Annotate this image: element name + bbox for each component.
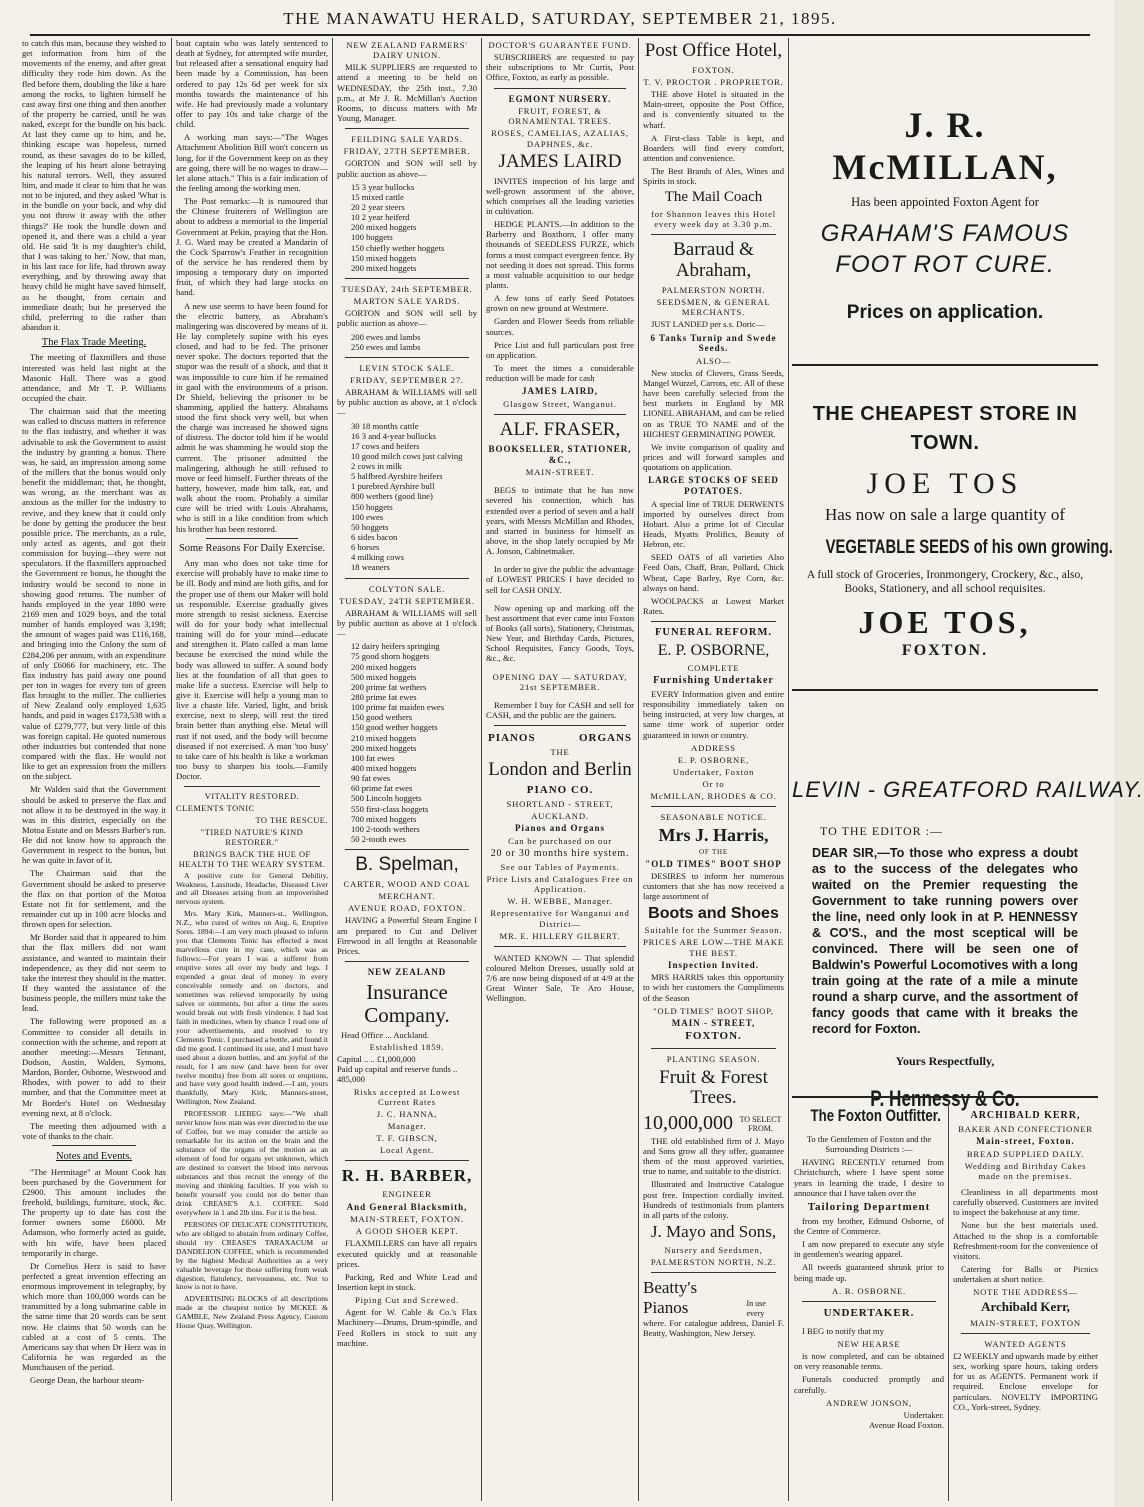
list-item: 200 mixed hoggets — [351, 262, 417, 273]
list-item: 200 ewes and lambs — [351, 331, 421, 342]
list-item: 90 fat ewes — [351, 773, 391, 784]
pianos-label: PIANOS — [488, 732, 536, 745]
harris-text: MRS HARRIS takes this opportunity to wish her customers the Compliments of the Season — [643, 972, 784, 1003]
divider — [494, 88, 626, 89]
divider — [345, 357, 469, 358]
jonson-address: Avenue Road Foxton. — [868, 1419, 944, 1430]
news-para: A new use seems to have been found for the electric battery, as Abraham's malingering was discovered by means of it. He lay completely supine with his eyes closed, and had to be fed. The prisoner never spoke. The doctors reported that the stupor was the result of a shock, and that it was impossible to cure him if he remained in gaol with the environments of a prison. Dr Shield, believing the prisoner to be shamming, applied the battery. Abrahams stood the first shock very well, but when the charge was increased he showed signs of distress. The doctor told him if he would admit he was shamming he would stop the current. The prisoner admitted the malingering, although he still refused to move or feed himself. Further threats of the battery, however, made him talk, eat, and walk about the room. Probably a similar cure will be tried with Louis Abrahams, who is still in a like condition from which his brother has been restored. — [176, 300, 328, 534]
divider — [184, 786, 320, 787]
divider — [792, 364, 1098, 366]
osborne-name: E. P. OSBORNE, — [657, 642, 770, 660]
pianos-organs-row — [488, 732, 632, 745]
spelman-address: AVENUE ROAD, FOXTON. — [348, 903, 466, 914]
webbe: W. H. WEBBE, Manager. — [507, 896, 613, 907]
list-item: 250 ewes and lambs — [351, 341, 421, 352]
barber-agent: Agent for W. Cable & Co.'s Flax Machinery—Drums, Drum-spindle, and Feed Rollers in stock to suit any machine. — [337, 1307, 477, 1348]
barraud-oats: SEED OATS of all varieties Also Feed Oats, Chaff, Bran, Pollard, Chick Wheat, Cape Barley, Rye Corn, &c. always on hand. — [643, 552, 784, 593]
ten-million: 10,000,000 — [643, 1112, 733, 1135]
feilding-title: FEILDING SALE YARDS. — [351, 134, 463, 145]
divider — [651, 234, 776, 235]
divider — [206, 538, 298, 539]
list-item: 200 mixed hoggets — [351, 661, 417, 672]
osborne-address-name: E. P. OSBORNE, — [677, 754, 750, 765]
barraud-also: ALSO— — [695, 355, 732, 366]
fraser-begs: BEGS to intimate that he has now severed his connection, which has extended over a period of seven and a half years, with Messrs McMillan and Rhodes, and started in business for himself as above, in the shop lately occupied by Mr A. Jonson, Cabinetmaker. — [486, 485, 634, 557]
list-item: 150 mixed hoggets — [351, 252, 417, 263]
list-item: 2 cows in milk — [351, 461, 402, 472]
fraser-opening: Now opening up and marking off the best assortment that ever came into Foxton of Books (all sorts), Stationery, Christmas, New Year, and Birthday Cards, Pictures, School Requisites, Fancy Goods, Toys, &c., &c. — [486, 602, 634, 664]
list-item: 200 mixed hoggets — [351, 742, 417, 753]
hanna-role: Manager. — [387, 1120, 427, 1131]
harris-town: FOXTON. — [685, 1030, 742, 1043]
column-right-ads — [792, 38, 1113, 738]
divider — [494, 946, 626, 947]
joe-tos-stock: A full stock of Groceries, Ironmongery, Crockery, &c., also, Books, Stationery, and all school requisites. — [806, 568, 1084, 595]
gilbert: MR. E. HILLERY GILBERT. — [499, 930, 621, 941]
colyton-date: TUESDAY, 24TH SEPTEMBER. — [339, 595, 475, 606]
hotel-proprietor: T. V. PROCTOR . PROPRIETOR. — [643, 77, 784, 88]
the-label: THE — [550, 747, 570, 758]
shannon: for Shannon leaves this Hotel every week day at 3.30 p.m. — [651, 208, 776, 230]
osborne-text: EVERY Information given and entire responsibility immediately taken on being instructed, at very low charges, at same time work of superior order guaranteed in town or country. — [643, 689, 784, 740]
laird-signature: JAMES LAIRD, — [521, 386, 598, 397]
purchased: Can be purchased on our — [508, 835, 612, 846]
outfitter-tweeds: All tweeds guaranteed shrunk prior to being made up. — [794, 1262, 944, 1283]
news-para: The Post remarks:—It is rumoured that the Chinese fruiterers of Wellington are about to address a memorial to the Imperial Government at Pekin, praying that the Hon. J. G. Ward may be created a Mandarin of the Cock Sparrow's Feather in recognition of the service he has rendered them by imposing a temporary duty on imported fruit, of which they had large stocks on hand. — [176, 196, 328, 298]
stock-list-levin — [337, 421, 477, 573]
of-the: OF THE — [699, 848, 728, 857]
head-office: Head Office ... Auckland. — [341, 1029, 429, 1040]
jonson-role: Undertaker. — [903, 1409, 944, 1420]
feilding-date: FRIDAY, 27TH SEPTEMBER. — [343, 146, 471, 157]
list-item: 700 mixed hoggets — [351, 813, 417, 824]
fruit-forest: Fruit & Forest Trees. — [659, 1066, 768, 1109]
list-item: 10 good milch cows just calving — [351, 450, 463, 461]
tailoring-dept: Tailoring Department — [807, 1200, 931, 1213]
list-item: 50 2-tooth ewes — [351, 833, 406, 844]
clements-tonic: CLEMENTS TONIC — [176, 804, 255, 814]
undertaker-title: UNDERTAKER. — [823, 1306, 915, 1319]
barraud-also-text: New stocks of Clovers, Grass Seeds, Mangel Wurzel, Carrots, etc. All of these have been carefully selected from the best markets in England by MR LIONEL ABRAHAM, and can be relied on as TRUE TO NAME and of the HIGHEST GERMINATING POWER. — [643, 367, 785, 439]
kerr-none: None but the best materials used. Attached to the shop is a comfortable Refreshment-room for the convenience of visitors. — [953, 1220, 1098, 1261]
mayo-trade: Nursery and Seedsmen, — [664, 1244, 763, 1255]
boots-shoes: Boots and Shoes — [648, 904, 779, 922]
flax-para: The Chairman said that the Government should be asked to preserve the flax on that portion of the Motoa Estate not fit for settlement, and the remainder cut up in 100 acre blocks and thrown open for selection. — [22, 868, 166, 930]
shortland: SHORTLAND - STREET, — [506, 799, 614, 810]
barber-packing: Packing, Red and White Lead and Insertion kept in stock. — [337, 1271, 477, 1292]
list-item: 30 18 months cattle — [351, 420, 419, 431]
fraser-remember: Remember I buy for CASH and sell for CASH, and the public are the gainers. — [486, 699, 634, 720]
notes-para: George Dean, the harbour steam- — [30, 1375, 145, 1386]
undertaker-notify: I BEG to notify that my — [802, 1325, 884, 1336]
barber-address: MAIN-STREET, FOXTON. — [350, 1214, 464, 1225]
divider — [651, 621, 776, 622]
story-continued: boat captain who was lately sentenced to death at Sydney, for attempted wife murder, but released after a sensational enquiry had been made by a Commission, has been ordered to pay 12s 6d per week for six months towards the maintenance of his wife. He had previously made a voluntary offer to pay 10s and take charge of the child. — [176, 38, 328, 130]
barber-shoer: A GOOD SHOER KEPT. — [355, 1226, 459, 1237]
mcmillan-appointed: Has been appointed Foxton Agent for — [851, 194, 1039, 209]
fraser-name: ALF. FRASER, — [499, 419, 621, 441]
nz-label: NEW ZEALAND — [367, 967, 447, 977]
stock-list-colyton — [337, 641, 477, 844]
divider — [345, 128, 469, 129]
gibscn: T. F. GIBSCN, — [376, 1133, 438, 1144]
outfitter-signature: A. R. OSBORNE. — [832, 1285, 906, 1296]
flax-para: The meeting of flaxmillers and those interested was held last night at the Masonic Hall. There was a good attendance, and Mr T. P. Williams occupied the chair. — [22, 352, 166, 404]
laird-meet: To meet the times a considerable reduction will be made for cash — [486, 363, 634, 384]
to-editor: TO THE EDITOR :— — [820, 824, 943, 838]
divider — [345, 578, 469, 579]
colyton-title: COLYTON SALE. — [368, 583, 446, 594]
joe-tos-name: JOE TOS — [866, 467, 1024, 501]
gibscn-role: Local Agent. — [380, 1145, 434, 1156]
list-item: 150 hoggets — [351, 501, 393, 512]
or-to: Or to — [702, 779, 725, 790]
barraud-tanks: 6 Tanks Turnip and Swede Seeds. — [650, 332, 777, 354]
divider — [651, 1272, 776, 1273]
kerr-trade: BAKER AND CONFECTIONER — [958, 1123, 1093, 1134]
list-item: 500 mixed hoggets — [351, 671, 417, 682]
barraud-invite: We invite comparison of quality and prices and will forward samples and quotations on application. — [643, 441, 784, 473]
osborne-complete: COMPLETE — [687, 663, 740, 674]
joe-tos-town: FOXTON. — [901, 641, 989, 659]
old-times-shop: "OLD TIMES" BOOT SHOP — [645, 858, 782, 869]
insurance-title: Insurance Company. — [364, 979, 450, 1027]
barraud-name: Barraud & Abraham, — [673, 239, 754, 282]
barber-text: FLAXMILLERS can have all repairs executed quickly and at reasonable prices. — [337, 1238, 477, 1269]
masthead: THE MANAWATU HERALD, SATURDAY, SEPTEMBER 21, 1895. — [30, 4, 1090, 36]
list-item: 5 halfbred Ayrshire heifers — [351, 471, 443, 482]
inspection-invited: Inspection Invited. — [667, 959, 759, 970]
barber-name: R. H. BARBER, — [341, 1166, 473, 1186]
to-the-rescue: TO THE RESCUE. — [255, 816, 328, 826]
divider — [345, 278, 469, 279]
mcmillan-name: J. R. McMILLAN, — [832, 105, 1058, 188]
barraud-just: JUST LANDED per s.s. Doric— — [651, 319, 765, 330]
harris-desires: DESIRES to inform her numerous customers that she has now received a large assortment of — [643, 871, 784, 902]
flax-heading: The Flax Trade Meeting. — [41, 337, 147, 349]
editor-text: DEAR SIR,—To those who express a doubt as to the success of the delegates who waited on the Premier requesting the Government to take running powers over the line, need only look in at P. HENNESSY & CO'S., and the most sceptical will be convinced. There will be seen one of Baldwin's Powerful Locomotives with a long train going at the rate of a mile a minute round a sharp curve, and the assortment of fancy goods that came with it breaks the record for Foxton. — [812, 846, 1078, 1036]
divider — [792, 689, 1098, 691]
mcmillan-rhodes: McMILLAN, RHODES & CO. — [650, 791, 777, 802]
barber-piping: Piping Cut and Screwed. — [355, 1295, 459, 1306]
column-rule — [948, 1100, 949, 1501]
beatty-name: Beatty's Pianos — [643, 1278, 698, 1318]
column-rule — [332, 38, 333, 1501]
mail-coach: The Mail Coach — [664, 189, 763, 206]
list-item: 75 good shorn hoggets — [351, 651, 430, 662]
barraud-woolpacks: WOOLPACKS at Lowest Market Rates. — [643, 595, 784, 616]
established: Established 1859. — [369, 1041, 445, 1052]
funerals-text: Funerals conducted promptly and carefully. — [794, 1374, 944, 1395]
list-item: 4 milking cows — [351, 552, 404, 563]
laird-garden: Garden and Flower Seeds from reliable sources. — [486, 316, 634, 337]
wanted-known: WANTED KNOWN — That splendid coloured Melton Dresses, usually sold at 7/6 are now being disposed of at 4/9 at the Great Winter Sale, Te Aro House, Wellington. — [486, 952, 634, 1004]
ten-million-row — [643, 1112, 784, 1136]
gorton-intro: GORTON and SON will sell by public auction as above— — [337, 308, 477, 329]
list-item: 200 mixed hoggets — [351, 222, 417, 233]
liebig-coffee: PROFESSOR LIEBEG says:—"We shall never know how man was ever directed to the use of Coffee, but we may consider the article so remarkable for its action on the brain and the substance of the organs of the motion as an element of food for organs yet unknown, which are destined to convert the blood into nervous substances and thus recruit the energy of the moving and thinking faculties. If you wish to benefit yourself you could not do better than drink CREASE'S A.1. COFFEE. Sold everywhere in 1 and 2lb tins. For it is the best. — [176, 1109, 328, 1217]
list-item: 6 horses — [351, 542, 380, 553]
list-item: 200 prime fat wethers — [351, 681, 427, 692]
stock-list-marton — [337, 332, 477, 352]
divider — [792, 1096, 1098, 1098]
to-select: TO SELECT FROM. — [739, 1114, 782, 1134]
price-lists: Price Lists and Catalogues Free on Application. — [486, 874, 634, 895]
list-item: 150 chiefly wether hoggets — [351, 242, 445, 253]
capital: Capital .. .. £1,000,000 — [337, 1054, 416, 1065]
news-para: A working man says:—"The Wages Attachment Abolition Bill won't concern us long, for if the Government keep on as they are going, there will be no wages to draw—let alone attach." This is a fair indication of the feeling among the working men. — [176, 132, 328, 193]
barber-trade: ENGINEER — [382, 1189, 432, 1200]
list-item: 100 fat ewes — [351, 752, 395, 763]
spelman-name: B. Spelman, — [355, 854, 459, 876]
advertising-blocks: ADVERTISING BLOCKS of all descriptions made at the cheapest notice by MCKEE & GAMBLE, New Zealand Press Agency, Custom House Quay, Wellington. — [176, 1294, 328, 1331]
fraser-address: MAIN-STREET. — [525, 467, 595, 478]
mcmillan-prices: Prices on application. — [846, 302, 1044, 324]
editor-letter — [792, 820, 1098, 1112]
harris-mainst: MAIN - STREET, — [671, 1017, 756, 1028]
list-item: 400 mixed hoggets — [351, 763, 417, 773]
mayo-name: J. Mayo and Sons, — [650, 1222, 777, 1242]
organs-label: ORGANS — [578, 732, 632, 745]
harris-name: Mrs J. Harris, — [658, 824, 769, 845]
mayo-text: THE old established firm of J. Mayo and Sons grow all they offer, guarantee them of the most approved varieties, true to name, and suitable to the district. — [643, 1135, 784, 1177]
divider — [802, 1301, 936, 1302]
hearse-text: is now completed, and can be obtained on very reasonable terms. — [794, 1351, 944, 1372]
barraud-town: PALMERSTON NORTH. — [661, 285, 766, 295]
column-rule — [638, 38, 639, 1501]
vegetable-seeds: VEGETABLE SEEDS of his own growing. — [825, 536, 1113, 558]
barraud-special: A special line of TRUE DERWENTS imported by ourselves direct from Hobart. Also a prime lot of Circular Heads, Myatts Prolifics, Beauty of Hebron, etc. — [643, 498, 784, 550]
list-item: 100 hoggets — [351, 232, 393, 243]
list-item: 16 3 and 4-year bullocks — [351, 430, 436, 441]
cheapest-store: THE CHEAPEST STORE IN TOWN. — [812, 403, 1078, 455]
list-item: 12 dairy heifers springing — [351, 641, 440, 652]
railway-title: LEVIN - GREATFORD RAILWAY. — [792, 777, 1144, 802]
wanted-agents: WANTED AGENTS — [984, 1338, 1067, 1349]
hanna: J. C. HANNA, — [376, 1108, 438, 1119]
brings-back: BRINGS BACK THE HUE OF HEALTH TO THE WEARY SYSTEM. — [178, 849, 326, 869]
levin-date: FRIDAY, SEPTEMBER 27. — [350, 374, 464, 385]
hotel-text: THE above Hotel is situated in the Main-street, opposite the Post Office, and is conveniently situated to the wharf. — [643, 89, 784, 130]
laird-address: Glasgow Street, Wanganui. — [503, 398, 617, 409]
list-item: 500 Lincoln hoggets — [351, 793, 422, 804]
kerr-title: ARCHIBALD KERR, — [970, 1110, 1081, 1121]
gorton-intro: GORTON and SON will sell by public auction as above— — [337, 158, 477, 179]
divider — [494, 725, 626, 726]
laird-hedge: HEDGE PLANTS.—In addition to the Barberry and Boxthorn, I offer many thousands of SEEDLESS FURZE, which forms a most compact evergreen fence. By not seeding it does not spread. This forms a most valuable acquisition to our hedge plants. — [486, 219, 634, 291]
kerr-bread: BREAD SUPPLIED DAILY. — [966, 1148, 1085, 1159]
egmont-roses: ROSES, CAMELIAS, AZALIAS, DAPHNES, &c. — [491, 128, 629, 149]
list-item: 100 prime fat maiden ewes — [351, 702, 445, 713]
kerr-mainst: Main-street, Foxton. — [976, 1135, 1075, 1146]
hotel-town: FOXTON. — [692, 64, 735, 75]
auckland: AUCKLAND. — [531, 811, 589, 822]
notes-para: Dr Cornelius Herz is said to have perfected a great invention effecting an enormous improvement in telegraphy, by which more than 100,000 words can be transmitted by a long submarine cable in the same time that 20 words can be sent now. He claims that 50 words can be cabled at a cost of 5 cents. The Americans say that when Dr Herz was in California he was regarded as the Munchausen of the period. — [22, 1260, 166, 1373]
list-item: 800 wethers (good line) — [351, 491, 433, 502]
column-ads-5 — [643, 38, 784, 1501]
post-office-hotel: Post Office Hotel, — [644, 40, 783, 61]
divider — [494, 414, 626, 415]
beatty-row — [643, 1278, 784, 1318]
hotel-table: A First-class Table is kept, and Boarders will find every comfort, attention and convenience. — [643, 132, 784, 164]
kerr-wedding: Wedding and Birthday Cakes made on the premises. — [964, 1160, 1087, 1181]
old-times-shop-2: "OLD TIMES" BOOT SHOP, — [653, 1005, 774, 1016]
list-item: 1 purebred Ayrshire bull — [351, 481, 435, 492]
barraud-trade: SEEDSMEN, & GENERAL MERCHANTS. — [656, 297, 771, 318]
list-item: 6 sides bacon — [351, 532, 398, 543]
mayo-town: PALMERSTON NORTH, N.Z. — [650, 1256, 777, 1267]
london-berlin: London and Berlin — [488, 759, 632, 781]
notes-para: "The Hermitage" at Mount Cook has been purchased by the Government for £2900. This amount includes the freehold, buildings, furniture, stock, &c. The property up to date has cost the former owners some £6000. Mr Adamson, who formerly acted as guide, with his wife, have been placed temporarily in charge. — [22, 1166, 166, 1258]
stock-list-feilding — [337, 182, 477, 273]
tired-nature: "TIRED NATURE'S KIND RESTORER." — [200, 827, 304, 847]
abraham-intro: ABRAHAM & WILLIAMS will sell by public auction as above, at 1 o'clock— — [337, 387, 477, 418]
exercise-para: Any man who does not take time for exercise will probably have to make time to be ill. Body and mind are both gifts, and for the proper use of them our Maker will hold us responsible. Exercise gradually gives more strength to resist sickness. Exercise will do for your body what intellectual training will do for your mind—educate and strengthen it. Plato called a man lame because he exercised the mind while the body was allowed to suffer. A sound body lies at the foundation of all that goes to make life a success. Exercise will help to give it. Exercise will help a young man to live a chaste life. Varied, light, and brisk exercise, next to sleep, will rest the tired brain better than anything else. Metal will rust if not used, and the body will become diseased if not exercised. A man 'too busy' to take care of his health is like a workman too busy to sharpen his tools.—Family Doctor. — [176, 558, 328, 782]
egmont-title: EGMONT NURSERY. — [508, 93, 612, 104]
dairy-union-text: MILK SUPPLIERS are requested to attend a meeting to be held on WEDNESDAY, the 25th inst., 7.30 p.m., at Mr J. R. McMillan's Auction Rooms, to discuss matters with Mr Young, Manager. — [337, 62, 477, 123]
flax-para: Mr Walden said that the Government should be asked to preserve the flax and not allow it to be destroyed in the way it was in this district, especially on the Motoa Estate and on Messrs Barber's run. He did not know how to approach the Government in respect to the bonus, but he was quite in favor of it. — [22, 784, 166, 866]
risks: Risks accepted at Lowest Current Rates — [353, 1086, 461, 1107]
representative: Representative for Wanganui and District— — [490, 908, 630, 929]
list-item: 280 prime fat ewes — [351, 692, 417, 703]
list-item: 10 2 year heiferd — [351, 212, 410, 223]
spelman-trade: CARTER, WOOD AND COAL — [343, 879, 471, 890]
spelman-merchant: MERCHANT. — [378, 891, 436, 902]
osborne-address-label: ADDRESS — [691, 742, 736, 753]
graham-product: GRAHAM'S FAMOUS FOOT ROT CURE. — [820, 219, 1070, 278]
hotel-brands: The Best Brands of Ales, Wines and Spirits in stock. — [643, 166, 784, 187]
divider — [52, 1145, 136, 1146]
column-news-2 — [176, 38, 328, 1501]
outfitter-from: from my brother, Edmund Osborne, of the Centre of Commerce. — [794, 1215, 944, 1236]
list-item: 18 weaners — [351, 562, 390, 573]
dairy-union-title: NEW ZEALAND FARMERS' DAIRY UNION. — [346, 40, 468, 61]
see-tables: See our Tables of Payments. — [500, 861, 620, 872]
outfitter-column — [794, 1100, 944, 1501]
guarantee-title: DOCTOR'S GUARANTEE FUND. — [488, 40, 632, 50]
divider — [961, 1333, 1090, 1334]
list-item: 20 2 year steers — [351, 201, 405, 212]
funeral-title: FUNERAL REFORM. — [654, 627, 773, 639]
list-item: 100 ewes — [351, 511, 384, 522]
list-item: 17 cows and heifers — [351, 440, 420, 451]
fraser-order: In order to give the public the advantage of LOWEST PRICES I have decided to sell for CASH ONLY. — [486, 564, 634, 595]
piano-co: PIANO CO. — [526, 784, 594, 797]
kirk-testimonial: Mrs. Mary Kirk, Manners-st., Wellington, N.Z., who cured of writes on Aug. 6, Eruptive Sores. 1894:—I am very much pleased to inform you that Clements Tonic has effected a most marvellous cure in my case, which was as follows:—For years I was a sufferer from eruptive sores all over my body and legs. I expended a great deal of money in every conceivable remedy and on doctors, and sometimes was relieved temporarily by using salves or ointments, but after a time the sores would break out with fresh virulence. I had lost faith in medicines, when by chance I read one of your advertisements, and resolved to try Clements Tonic. I purchased a bottle, and found it did me good. I continued its use, and I must have used about a dozen bottles, and am joyful of the result, for I am now (and have been for over twelve months) free from all sores or eruptions, and have very good health indeed.—I am, yours thankfully, Mary Kirk, Manners-street, Wellington, New Zealand. — [176, 909, 328, 1107]
yours-respectfully: Yours Respectfully, — [895, 1053, 995, 1068]
spelman-text: HAVING a Powerful Steam Engine I am prepared to Cut and Deliver Firewood in all lengths at Reasonable Prices. — [337, 915, 477, 956]
column-rule — [481, 38, 482, 1501]
divider — [345, 961, 469, 962]
column-news-1 — [22, 38, 166, 1501]
marton-date: TUESDAY, 24th SEPTEMBER. — [341, 283, 473, 294]
column-rule — [171, 38, 172, 1501]
beatty-in-use: In use every — [746, 1299, 766, 1318]
fraser-trade: BOOKSELLER, STATIONER, &C., — [488, 443, 632, 465]
new-hearse: NEW HEARSE — [837, 1338, 901, 1349]
prices-low: PRICES ARE LOW—THE MAKE THE BEST. — [643, 937, 784, 958]
list-item: 210 mixed hoggets — [351, 732, 417, 743]
osborne-undertaker: Furnishing Undertaker — [653, 675, 774, 687]
vitality-heading: VITALITY RESTORED. — [204, 792, 300, 802]
column-ads-3 — [337, 38, 477, 1501]
beatty-text: where. For catalogue address, Daniel F. Beatty, Washington, New Jersey. — [643, 1318, 784, 1339]
outfitter-having: HAVING RECENTLY returned from Christchurch, where I have spent some years in learning the trade, I desire to announce that I have taken over the — [794, 1157, 944, 1198]
levin-title: LEVIN STOCK SALE. — [359, 362, 455, 373]
laird-price: Price List and full particulars post free on application. — [486, 339, 634, 360]
divider — [345, 1160, 469, 1161]
flax-para: The meeting then adjourned with a vote of thanks to the chair. — [22, 1120, 166, 1141]
jonson-name: ANDREW JONSON, — [825, 1397, 912, 1408]
flax-para: Mr Border said that it appeared to him that the flax millers did not want assistance, and wanted to maintain their independence, as they did not seem to take the interest they should in the matter. If they wanted the assistance of the business people, the millers must take the lead. — [22, 932, 166, 1014]
guarantee-text: SUBSCRIBERS are requested to pay their subscriptions to Mr Curtis, Post Office, Foxton, as early as possible. — [486, 52, 634, 83]
flax-para: The chairman said that the meeting was called to discuss matters in reference to the flax industry, and whether it was advisable to ask the Government to assist the industry by granting a bonus. There was, he said, an impression among some of the millers that the bonus would only benefit the middleman; that, he thought, was wrong, as the merchant was as anxious as the miller for the industry to revive, and they knew that it could only be done by getting the producer the best possible price. The merchants, as a rule, only acted as agents, and got their commission for buying—they were not speculators. If the flaxmillers approached the Government re bonus, he thought the industry would be second to none in showing good returns. The number of hands employed in the year 1890 were 2169 men and 1029 boys, and the total number of hands employed was 3,198; the amount of wages paid was £116,168, and bringing into the Colony the sum of £284,206 per annum, with an expenditure of only £6066 for machinery, etc. The flax industry has paid away one pound per ton in wages for every ton of green flax brought to the miller. The collieries of New Zealand only employed 1,635 hands, and paid in wages £173,538 with a value of £279,777, but very little of this was foreign capital. He quoted numerous other industries but contended that none compared with the flax. He would not like to get an expression from the millers on the subject. — [22, 406, 166, 782]
kerr-note: NOTE THE ADDRESS— — [973, 1287, 1078, 1298]
list-item: 15 3 year bullocks — [351, 181, 415, 192]
persons-coffee: PERSONS OF DELICATE CONSTITUTION, who are obliged to abstain from ordinary Coffee, should try CREASE'S TARAXACUM or DANDELION COFFEE, which is recommended by the highest Medical Authorities as a very valuable beverage for those suffering from weak digestion, flatulency, nervousness, etc. Not to know is not to have. — [176, 1219, 328, 1292]
list-item: 100 2-tooth wethers — [351, 823, 420, 834]
egmont-fruit: FRUIT, FOREST, & ORNAMENTAL TREES. — [508, 106, 612, 127]
column-ads-4 — [486, 38, 634, 1501]
list-item: 60 prime fat ewes — [351, 783, 413, 794]
divider — [345, 849, 469, 850]
joe-tos-signature: JOE TOS, — [858, 604, 1032, 641]
outfitter-prepared: I am now prepared to execute any style in gentlemen's wearing apparel. — [794, 1239, 944, 1260]
suitable: Suitable for the Summer Season. — [644, 925, 783, 936]
kerr-column — [953, 1100, 1098, 1501]
fraser-opening-day: OPENING DAY — SATURDAY, 21st SEPTEMBER. — [492, 671, 628, 692]
marton-title: MARTON SALE YARDS. — [353, 296, 461, 307]
exercise-heading: Some Reasons For Daily Exercise. — [178, 542, 326, 554]
list-item: 150 good wethers — [351, 712, 413, 723]
notes-heading: Notes and Events. — [55, 1151, 133, 1163]
list-item: 550 first-class hoggets — [351, 803, 429, 814]
laird-potatoes: A few tons of early Seed Potatoes grown on new ground at Westmere. — [486, 293, 634, 314]
hire-terms: 20 or 30 months hire system. — [490, 848, 630, 860]
wanted-agents-text: £2 WEEKLY and upwards made by either sex, working spare hours, taking orders for us as AGENTS. Permanent work if required. Enclose envelope for particulars. NOVELTY IMPORTING CO., York-street, Sydney. — [953, 1350, 1098, 1412]
mayo-illustrated: Illustrated and Instructive Catalogue post free. Inspection cordially invited. Hundreds of testimonials from planters in all parts of the colony. — [643, 1179, 784, 1220]
kerr-signature: Archibald Kerr, — [981, 1299, 1070, 1315]
pianos-organs: Pianos and Organs — [514, 823, 606, 834]
column-rule — [788, 38, 789, 1501]
joe-tos-has-now: Has now on sale a large quantity of — [825, 504, 1065, 524]
paid-up: Paid up capital and reserve funds .. 485,000 — [337, 1064, 458, 1085]
divider — [651, 806, 776, 807]
tonic-text: A positive cure for General Debility, Weakness, Lassitude, Headache, Diseased Liver and all Diseases arising from an impoverished nervous system. — [176, 870, 328, 907]
kerr-address: MAIN-STREET, FOXTON — [970, 1317, 1081, 1328]
story-intro: to catch this man, because they wished to get information from him of the movements of the enemy, and after great difficulty they rode him down. As the fled before them, doubling the like a hare among the rocks, to lighten himself he cast away first one thing and then another of the property he carried, until he was naked, except for the bundle on his back. At last they came up to him, and he, thinking escape was hopeless, turned round, as these savages do to be killed, the leaping of his heart alone betraying his natural terrors. Well, they assured him, and made it clear to him that he was not to be injured, and they asked 'What is in the bundle on your back, and why did you not throw it away with the other things?' He took the bundle down and opened it, and there was a child a year old. He said 'It is my daughter's child, that I was taking to her.' Now, that man, in his last race for life, had thrown away everything, and by throwing away that heavy child he might have saved himself, as he thought, from certain and immediate death; but he preserved the child, preferring to die rather than abandon it. — [22, 38, 166, 332]
seasonable-notice: SEASONABLE NOTICE. — [660, 812, 767, 823]
hennessy-signature: P. Hennessy & Co. — [870, 1086, 1020, 1112]
kerr-clean: Cleanliness in all departments most carefully observed. Customers are invited to inspect the bakehouse at any time. — [953, 1186, 1098, 1218]
laird-name: JAMES LAIRD — [498, 150, 622, 172]
list-item: 15 mixed cattle — [351, 191, 404, 202]
list-item: 50 hoggets — [351, 521, 389, 532]
barraud-large: LARGE STOCKS OF SEED POTATOES. — [648, 475, 779, 496]
flax-para: The following were proposed as a Committee to consider all details in connection with the scheme, and report at another meeting:—Messrs Tennant, Dodson, Austin, Walden, Symons, Mardon, Border, Osborne, Westwood and Rhodes, with power to add to their number, and that the Committee meet at Mr Border's Hotel on Wednesday evening next, at 8 o'clock. — [22, 1016, 166, 1118]
abraham-intro: ABRAHAM & WILLIAMS will sell by public auction as above at 1 o'clock— — [337, 607, 477, 639]
planting-season: PLANTING SEASON. — [666, 1054, 761, 1065]
list-item: 150 good wether hoggets — [351, 722, 438, 733]
barber-blacksmith: And General Blacksmith, — [346, 1201, 468, 1212]
outfitter-to: To the Gentlemen of Foxton and the Surrounding Districts :— — [806, 1134, 932, 1155]
kerr-catering: Catering for Balls or Picnics undertaken at short notice. — [953, 1263, 1098, 1285]
laird-text: INVITES inspection of his large and well-grown assortment of the above, which comprises all the leading varieties in cultivation. — [486, 175, 634, 217]
outfitter-title: The Foxton Outfitter. — [810, 1106, 941, 1125]
osborne-address-role: Undertaker, Foxton — [672, 766, 755, 777]
divider — [651, 1048, 776, 1049]
